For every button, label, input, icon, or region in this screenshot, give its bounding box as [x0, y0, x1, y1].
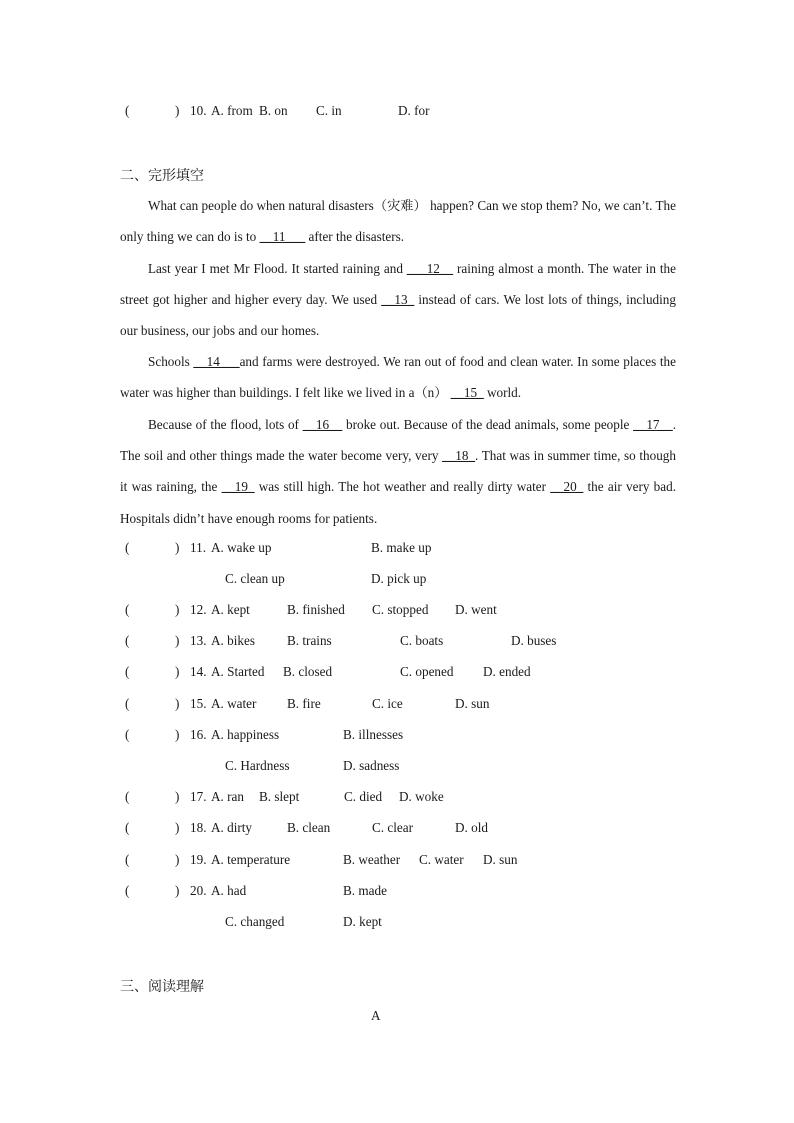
question-18 [0, 820, 794, 840]
answer-paren-open[interactable]: ( [125, 540, 130, 555]
option-b: B. closed [283, 664, 333, 679]
question-10 [0, 103, 794, 123]
question-number: 19. [190, 852, 207, 867]
question-20-row-2 [0, 914, 794, 934]
option-a: A. water [211, 696, 257, 711]
blank-16: __16__ [302, 417, 343, 432]
question-number: 12. [190, 602, 207, 617]
answer-paren-close[interactable]: ) [175, 883, 180, 898]
question-12 [0, 602, 794, 622]
blank-18: __18_ [442, 448, 476, 464]
question-number: 18. [190, 820, 207, 835]
option-a: A. temperature [211, 852, 291, 867]
answer-paren-open[interactable]: ( [125, 852, 130, 867]
reading-part-label: A [371, 1008, 381, 1023]
option-b: B. fire [287, 696, 321, 711]
section-heading-cloze: 二、完形填空 [120, 168, 204, 184]
option-d: D. pick up [371, 571, 427, 586]
option-a: A. happiness [211, 727, 280, 742]
blank-14: __14___ [193, 354, 240, 369]
option-b: B. weather [343, 852, 401, 867]
answer-paren-open[interactable]: ( [125, 633, 130, 648]
option-b: B. make up [371, 540, 432, 555]
answer-paren-open[interactable]: ( [125, 883, 130, 898]
option-d: D. sun [455, 696, 490, 711]
option-b: B. made [343, 883, 387, 898]
option-b: B. on [259, 103, 288, 118]
answer-paren-close[interactable]: ) [175, 820, 180, 835]
cloze-paragraph-2: Last year I met Mr Flood. It started raining and ___12__ raining almost a month. The water in the street got higher and higher every day. We used __13_ instead of cars. We lost lots of things, including our business, our jobs and our homes. [120, 261, 677, 339]
blank-12: ___12__ [406, 261, 454, 276]
answer-paren-open[interactable]: ( [125, 789, 130, 804]
cloze-paragraph-1: What can people do when natural disasters（灾难） happen? Can we stop them? No, we can’t. The only thing we can do is to __11___ after the disasters. [120, 198, 676, 245]
answer-paren-close[interactable]: ) [175, 633, 180, 648]
question-11-row-2 [0, 571, 794, 591]
question-number: 14. [190, 664, 207, 679]
option-d: D. woke [399, 789, 444, 804]
answer-paren-open[interactable]: ( [125, 696, 130, 711]
option-d: D. ended [483, 664, 531, 679]
option-a: A. dirty [211, 820, 253, 835]
option-d: D. sadness [343, 758, 400, 773]
answer-paren-close[interactable]: ) [175, 103, 180, 118]
cloze-paragraph-3: Schools __14___and farms were destroyed. We ran out of food and clean water. In some places the water was higher than buildings. I felt like we lived in a（n） __15_ world. [120, 354, 677, 401]
question-19 [0, 852, 794, 872]
section-heading-reading: 三、阅读理解 [120, 979, 204, 995]
blank-17: __17__ [633, 417, 673, 432]
answer-paren-close[interactable]: ) [175, 664, 180, 679]
answer-paren-close[interactable]: ) [175, 727, 180, 742]
option-a: A. bikes [211, 633, 255, 648]
option-d: D. sun [483, 852, 518, 867]
option-c: C. opened [400, 664, 454, 679]
option-c: C. boats [400, 633, 444, 648]
option-c: C. clear [372, 820, 414, 835]
answer-paren-open[interactable]: ( [125, 820, 130, 835]
option-c: C. ice [372, 696, 403, 711]
option-c: C. water [419, 852, 464, 867]
option-a: A. kept [211, 602, 250, 617]
question-number: 11. [190, 540, 206, 555]
option-d: D. kept [343, 914, 382, 929]
question-number: 10. [190, 103, 207, 118]
question-15 [0, 696, 794, 716]
blank-19: __19_ [221, 479, 255, 495]
option-a: A. wake up [211, 540, 272, 555]
option-b: B. illnesses [343, 727, 404, 742]
answer-paren-close[interactable]: ) [175, 540, 180, 555]
question-number: 20. [190, 883, 207, 898]
option-d: D. for [398, 103, 430, 118]
option-b: B. trains [287, 633, 332, 648]
option-b: B. finished [287, 602, 345, 617]
answer-paren-close[interactable]: ) [175, 789, 180, 804]
cloze-paragraph-4: Because of the flood, lots of __16__ broke out. Because of the dead animals, some people __17__. The soil and other things made the water become very, very __18_. That was in summer time, so though it was raining, the __19_ was still high. The hot weather and really dirty water __20_ the air very bad. Hospitals didn’t have enough rooms for patients. [120, 417, 677, 526]
option-c: C. changed [225, 914, 285, 929]
question-number: 16. [190, 727, 207, 742]
question-16 [0, 727, 794, 747]
option-d: D. old [455, 820, 488, 835]
blank-11: __11___ [259, 229, 306, 245]
option-c: C. died [344, 789, 383, 804]
question-number: 15. [190, 696, 207, 711]
option-a: A. Started [211, 664, 265, 679]
option-a: A. had [211, 883, 247, 898]
answer-paren-open[interactable]: ( [125, 103, 130, 118]
option-b: B. slept [259, 789, 300, 804]
answer-paren-close[interactable]: ) [175, 696, 180, 711]
answer-paren-open[interactable]: ( [125, 664, 130, 679]
question-11 [0, 540, 794, 560]
option-d: D. went [455, 602, 497, 617]
answer-paren-close[interactable]: ) [175, 602, 180, 617]
question-13 [0, 633, 794, 653]
answer-paren-open[interactable]: ( [125, 602, 130, 617]
option-c: C. clean up [225, 571, 285, 586]
blank-20: __20_ [550, 479, 584, 495]
question-number: 17. [190, 789, 207, 804]
question-16-row-2 [0, 758, 794, 778]
question-20 [0, 883, 794, 903]
blank-13: __13_ [381, 292, 415, 308]
answer-paren-open[interactable]: ( [125, 727, 130, 742]
option-a: A. from [211, 103, 253, 118]
option-a: A. ran [211, 789, 244, 804]
answer-paren-close[interactable]: ) [175, 852, 180, 867]
option-d: D. buses [511, 633, 557, 648]
question-number: 13. [190, 633, 207, 648]
option-c: C. Hardness [225, 758, 290, 773]
option-c: C. stopped [372, 602, 429, 617]
question-14 [0, 664, 794, 684]
blank-15: __15_ [450, 385, 484, 401]
question-17 [0, 789, 794, 809]
option-b: B. clean [287, 820, 331, 835]
option-c: C. in [316, 103, 342, 118]
